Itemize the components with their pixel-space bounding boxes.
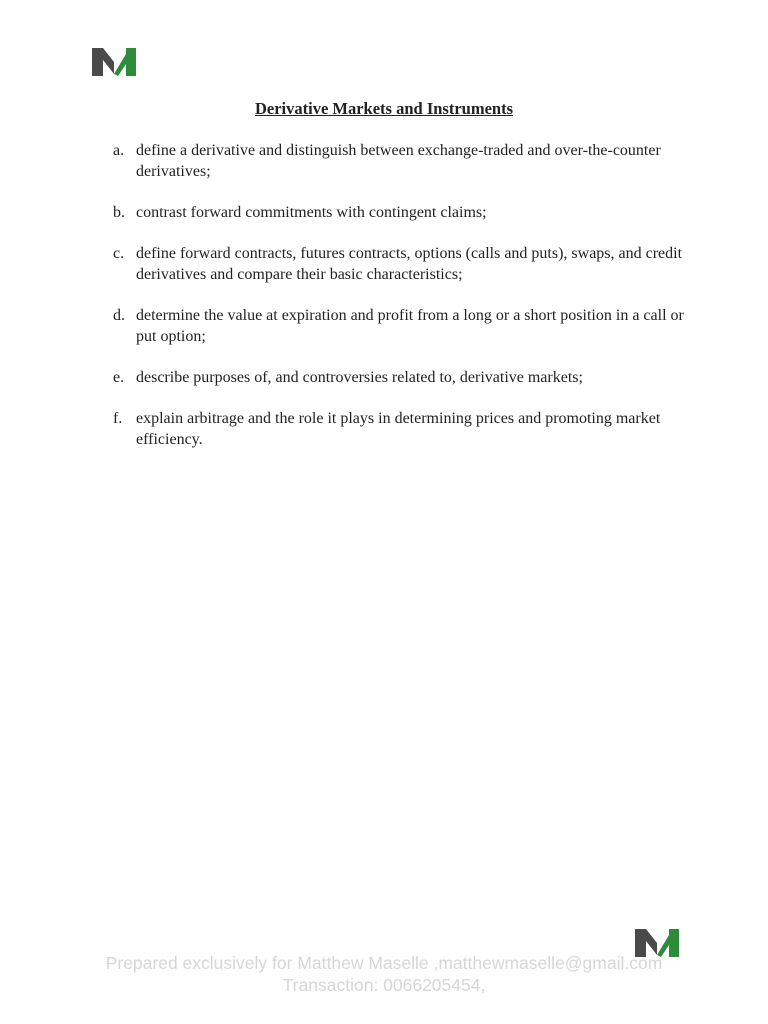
learning-objectives-list <box>110 140 690 470</box>
objective-item-f <box>110 408 690 450</box>
objective-letter: c. <box>113 245 125 262</box>
objective-text: define forward contracts, futures contracts, options (calls and puts), swaps, and credit derivatives and compare their basic characteristics; <box>136 245 683 283</box>
footer-transaction: Transaction: 0066205454, <box>282 975 486 995</box>
watermark-footer <box>0 952 768 996</box>
objective-letter: f. <box>113 410 123 427</box>
objective-text: explain arbitrage and the role it plays in determining prices and promoting market efficiency. <box>136 410 661 448</box>
objective-letter: e. <box>113 369 125 386</box>
m-logo-icon <box>90 44 138 80</box>
objective-item-b <box>110 202 690 223</box>
objective-letter: d. <box>113 307 125 324</box>
objective-item-e <box>110 367 690 388</box>
objective-item-c <box>110 243 690 285</box>
objective-letter: b. <box>113 204 125 221</box>
objective-item-a <box>110 140 690 182</box>
objective-text: describe purposes of, and controversies related to, derivative markets; <box>136 369 583 386</box>
objective-item-d <box>110 305 690 347</box>
footer-prepared-for: Prepared exclusively for Matthew Maselle ,matthewmaselle@gmail.com <box>105 953 663 973</box>
objective-text: determine the value at expiration and profit from a long or a short position in a call or put option; <box>136 307 684 345</box>
objective-text: define a derivative and distinguish between exchange-traded and over-the-counter derivatives; <box>136 142 661 180</box>
document-title: Derivative Markets and Instruments <box>254 99 513 118</box>
objective-text: contrast forward commitments with contingent claims; <box>136 204 487 221</box>
objective-letter: a. <box>113 142 125 159</box>
